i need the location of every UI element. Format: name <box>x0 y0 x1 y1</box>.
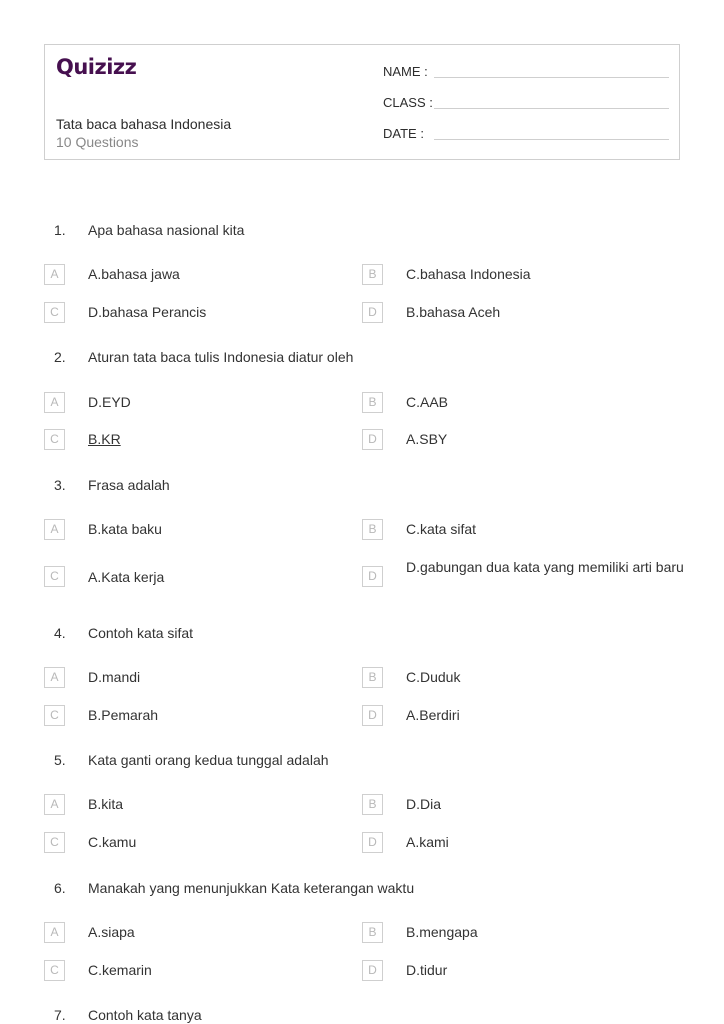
option-box-a[interactable]: A <box>44 794 65 815</box>
question-text: Aturan tata baca tulis Indonesia diatur oleh <box>88 349 354 365</box>
question-number: 2. <box>54 349 66 365</box>
name-field[interactable] <box>383 60 669 82</box>
option-box-c[interactable]: C <box>44 960 65 981</box>
option-box-c[interactable]: C <box>44 429 65 450</box>
option-box-b[interactable]: B <box>362 667 383 688</box>
option-text-c: C.kamu <box>88 834 137 850</box>
worksheet-title: Tata baca bahasa Indonesia <box>56 116 232 132</box>
option-text-d: D.tidur <box>406 962 448 978</box>
worksheet-header <box>44 44 680 160</box>
option-text-b: B.mengapa <box>406 924 478 940</box>
option-box-c[interactable]: C <box>44 566 65 587</box>
option-text-a: A.bahasa jawa <box>88 266 180 282</box>
question-number: 6. <box>54 880 66 896</box>
option-text-d: B.bahasa Aceh <box>406 304 501 320</box>
class-field[interactable] <box>383 91 669 113</box>
date-label: DATE : <box>383 126 424 141</box>
quizizz-logo: Quizizz <box>56 55 137 79</box>
question-number: 7. <box>54 1007 66 1023</box>
question-text: Contoh kata tanya <box>88 1007 202 1023</box>
option-box-a[interactable]: A <box>44 392 65 413</box>
option-box-d[interactable]: D <box>362 566 383 587</box>
option-text-c: D.bahasa Perancis <box>88 304 207 320</box>
question-text: Contoh kata sifat <box>88 625 194 641</box>
option-text-d: A.SBY <box>406 431 448 447</box>
option-box-d[interactable]: D <box>362 705 383 726</box>
option-box-b[interactable]: B <box>362 794 383 815</box>
option-text-d: A.kami <box>406 834 449 850</box>
class-line[interactable] <box>434 108 669 109</box>
option-box-b[interactable]: B <box>362 519 383 540</box>
option-text-b: C.bahasa Indonesia <box>406 266 531 282</box>
option-text-b: C.kata sifat <box>406 521 477 537</box>
option-text-b: C.Duduk <box>406 669 461 685</box>
option-box-c[interactable]: C <box>44 832 65 853</box>
name-line[interactable] <box>434 77 669 78</box>
option-text-d: D.gabungan dua kata yang memiliki arti baru <box>406 559 684 575</box>
date-line[interactable] <box>434 139 669 140</box>
option-text-a: B.kita <box>88 796 124 812</box>
option-text-c: B.KR <box>88 431 121 447</box>
option-box-a[interactable]: A <box>44 922 65 943</box>
question-text: Kata ganti orang kedua tunggal adalah <box>88 752 329 768</box>
option-text-c: C.kemarin <box>88 962 152 978</box>
option-box-d[interactable]: D <box>362 960 383 981</box>
name-label: NAME : <box>383 64 428 79</box>
option-text-d: A.Berdiri <box>406 707 460 723</box>
question-text: Frasa adalah <box>88 477 170 493</box>
question-number: 1. <box>54 222 66 238</box>
option-text-c: B.Pemarah <box>88 707 159 723</box>
date-field[interactable] <box>383 122 669 144</box>
option-box-b[interactable]: B <box>362 392 383 413</box>
question-number: 5. <box>54 752 66 768</box>
option-box-d[interactable]: D <box>362 302 383 323</box>
option-box-a[interactable]: A <box>44 264 65 285</box>
option-box-b[interactable]: B <box>362 264 383 285</box>
option-box-c[interactable]: C <box>44 705 65 726</box>
option-box-c[interactable]: C <box>44 302 65 323</box>
question-text: Manakah yang menunjukkan Kata keterangan waktu <box>88 880 415 896</box>
question-number: 4. <box>54 625 66 641</box>
question-text: Apa bahasa nasional kita <box>88 222 245 238</box>
option-text-b: D.Dia <box>406 796 442 812</box>
option-text-a: D.mandi <box>88 669 141 685</box>
question-number: 3. <box>54 477 66 493</box>
option-text-b: C.AAB <box>406 394 449 410</box>
option-box-d[interactable]: D <box>362 832 383 853</box>
option-box-b[interactable]: B <box>362 922 383 943</box>
option-text-a: D.EYD <box>88 394 131 410</box>
option-box-a[interactable]: A <box>44 519 65 540</box>
question-count: 10 Questions <box>56 134 139 150</box>
option-text-a: A.siapa <box>88 924 135 940</box>
option-box-d[interactable]: D <box>362 429 383 450</box>
option-box-a[interactable]: A <box>44 667 65 688</box>
option-text-a: B.kata baku <box>88 521 162 537</box>
class-label: CLASS : <box>383 95 433 110</box>
option-text-c: A.Kata kerja <box>88 569 165 585</box>
